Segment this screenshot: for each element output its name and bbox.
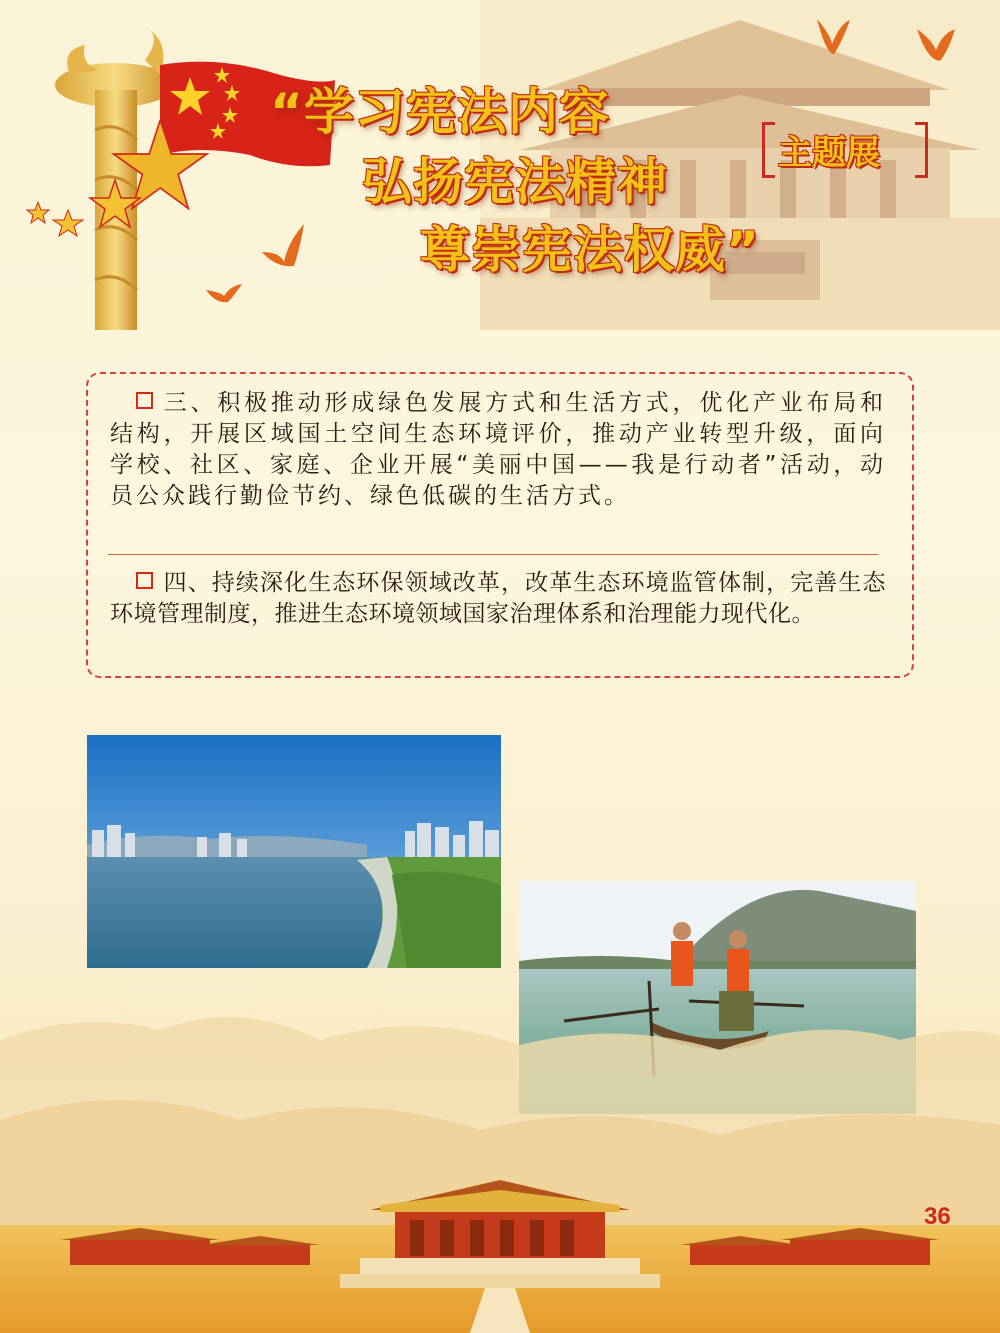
paragraph-divider xyxy=(108,554,878,555)
square-bullet-icon xyxy=(136,392,153,409)
title-line-3: 尊崇宪法权威” xyxy=(420,221,760,279)
title-line-1: “学习宪法内容 xyxy=(270,83,610,141)
content-text-box xyxy=(86,372,914,678)
paragraph-2 xyxy=(110,568,886,630)
paragraph-1-text: 三、积极推动形成绿色发展方式和生活方式，优化产业布局和结构，开展区域国土空间生态环境评价，推动产业转型升级，面向学校、社区、家庭、企业开展“美丽中国——我是行动者”活动，动员公众践行勤俭节约、绿色低碳的生活方式。 xyxy=(110,390,886,509)
forbidden-city-bottom-illustration xyxy=(0,1000,1000,1333)
river-city-photo xyxy=(87,735,501,968)
square-bullet-icon xyxy=(136,572,153,589)
theme-label: 主题展 xyxy=(778,133,880,173)
title-line-2: 弘扬宪法精神 xyxy=(362,153,668,211)
page-number: 36 xyxy=(924,1203,951,1230)
paragraph-1 xyxy=(110,388,886,512)
paragraph-2-text: 四、持续深化生态环保领域改革，改革生态环境监管体制，完善生态环境管理制度，推进生态环境领域国家治理体系和治理能力现代化。 xyxy=(110,570,886,627)
